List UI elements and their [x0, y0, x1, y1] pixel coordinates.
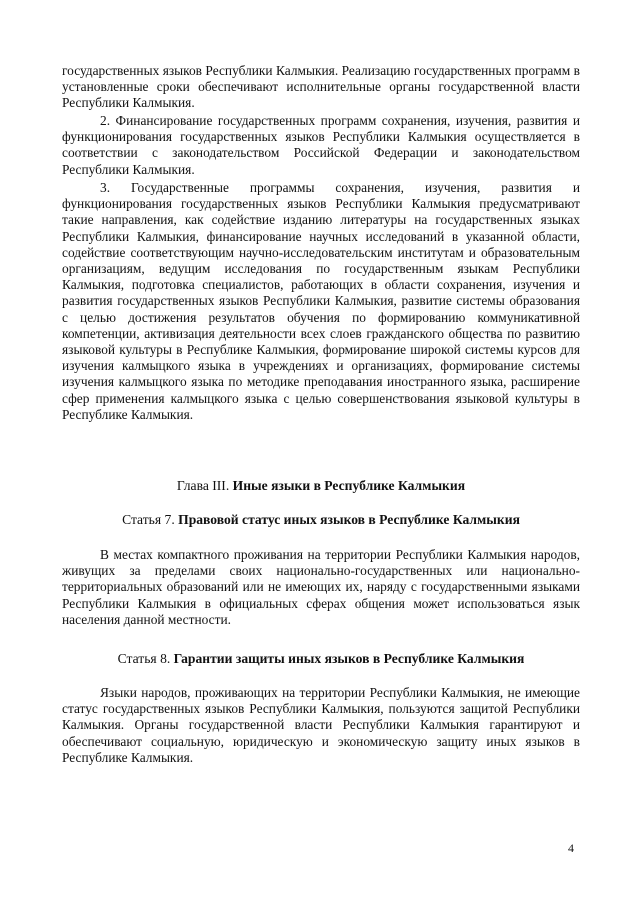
article-8-title: Гарантии защиты иных языков в Республике Калмыкия — [173, 651, 525, 666]
article-7-heading — [62, 512, 580, 528]
article-8-prefix: Статья 8. — [117, 651, 174, 666]
article-7-prefix: Статья 7. — [122, 512, 179, 527]
article-8-heading — [62, 651, 580, 667]
paragraph-item-3: 3. Государственные программы сохранения, изучения, развития и функционирования государственных языков Республики Калмыкия предусматривают такие направления, как содействие изданию литературы на государственных языках Республики Калмыкия, финансирование научных исследований в указанной области, содействие соответствующим научно-исследовательским институтам и образовательным организациям, ведущим исследования по государственным языкам Республики Калмыкия, подготовка специалистов, работающих в области сохранения, изучения и развития государственных языков Республики Калмыкия, развитие системы образования с целью достижения результатов обучения по формированию коммуникативной компетенции, активизация деятельности всех слоев гражданского общества по развитию языковой культуры в Республике Калмыкия, формирование широкой системы курсов для изучения калмыцкого языка в учреждениях и организациях, формирование системы изучения калмыцкого языка по методике преподавания иностранного языка, расширение сфер применения калмыцкого языка с целью совершенствования языковой культуры в Республике Калмыкия. — [62, 180, 580, 422]
paragraph-article-8: Языки народов, проживающих на территории Республики Калмыкия, не имеющие статус государственных языков Республики Калмыкия, пользуются защитой Республики Калмыкия. Органы государственной власти Республики Калмыкия гарантируют и обеспечивают социальную, юридическую и экономическую защиту иных языков в Республике Калмыкия. — [62, 685, 580, 765]
chapter-prefix: Глава III. — [176, 478, 233, 493]
article-7-title: Правовой статус иных языков в Республике Калмыкия — [178, 512, 520, 527]
paragraph-continuation: государственных языков Республики Калмыкия. Реализацию государственных программ в установленные сроки обеспечивают исполнительные органы государственной власти Республики Калмыкия. — [62, 63, 580, 111]
chapter-title: Иные языки в Республике Калмыкия — [232, 478, 466, 493]
page-number: 4 — [568, 841, 574, 855]
paragraph-article-7: В местах компактного проживания на территории Республики Калмыкия народов, живущих за пределами своих национально-государственных или национально-территориальных образований или не имеющих их, наряду с государственными языками Республики Калмыкия в официальных сферах общения может использоваться язык населения данной местности. — [62, 547, 580, 627]
chapter-heading — [62, 478, 580, 494]
paragraph-item-2: 2. Финансирование государственных программ сохранения, изучения, развития и функционирования государственных языков Республики Калмыкия осуществляется в соответствии с законодательством Российской Федерации и законодательством Республики Калмыкия. — [62, 113, 580, 177]
